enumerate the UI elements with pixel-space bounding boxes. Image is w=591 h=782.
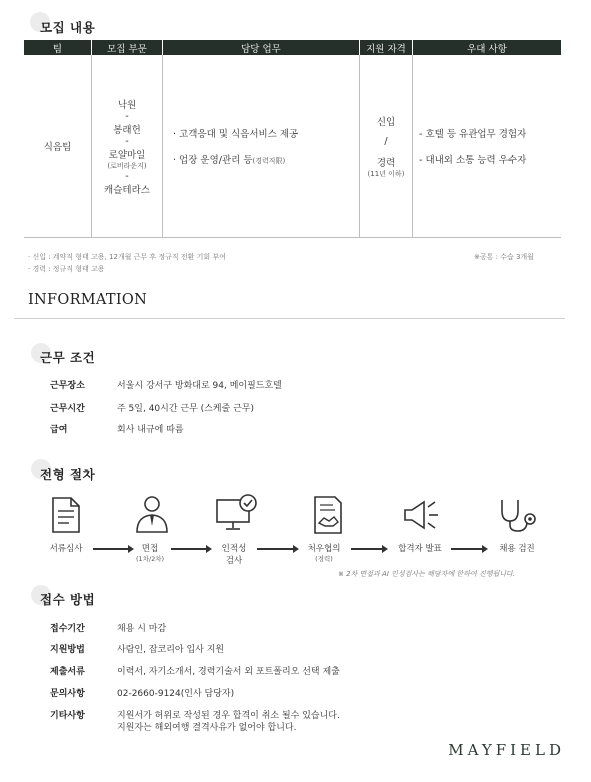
apply-value: 지원자는 해외여행 결격사유가 없어야 합니다. [117, 723, 297, 733]
qual-item: 경력 [376, 157, 396, 169]
pref-item: - 대내외 소통 능력 우수자 [419, 155, 527, 166]
condition-label: 근무장소 [50, 381, 85, 391]
document-icon [51, 496, 81, 534]
condition-value: 주 5일, 40시간 근무 (스케줄 근무) [117, 404, 255, 414]
condition-value: 회사 내규에 따름 [117, 425, 184, 435]
process-note: ※ 2차 면접과 AI 인성검사는 해당자에 한하여 진행됩니다. [338, 570, 515, 578]
step-label: 면접 (1차/2차) [135, 544, 165, 563]
apply-value: 채용 시 마감 [117, 624, 167, 634]
duty-cell [163, 55, 360, 238]
condition-value: 서울시 강서구 방화대로 94, 메이필드호텔 [117, 381, 282, 391]
stethoscope-icon [496, 497, 542, 533]
apply-title: 접수 방법 [40, 592, 96, 607]
header-position: 모집 부문 [92, 40, 163, 55]
apply-label: 제출서류 [50, 667, 85, 677]
qual-item: 신입 [376, 116, 396, 128]
header-qualification: 지원 자격 [360, 40, 413, 55]
apply-value: 02-2660-9124(인사 담당자) [117, 689, 235, 699]
duty-note: (경력직限) [252, 157, 286, 165]
qualification-cell [360, 55, 413, 238]
position-item: 로얄마일 [108, 149, 146, 161]
step-label: 합격자 발표 [398, 544, 442, 554]
arrow-icon [351, 548, 383, 550]
contract-handshake-icon [313, 495, 345, 535]
position-item: 봉래헌 [113, 124, 141, 136]
arrow-icon [451, 548, 483, 550]
apply-label: 접수기간 [50, 624, 85, 634]
duty-item: · 업장 운영/관리 등(경력직限) [173, 155, 286, 166]
condition-label: 근무시간 [50, 404, 85, 414]
megaphone-icon [402, 497, 442, 533]
recruit-title: 모집 내용 [40, 20, 96, 35]
position-item: 캐슬테라스 [104, 184, 150, 196]
position-sep: - [125, 110, 129, 122]
apply-value: 지원서가 허위로 작성된 경우 합격이 취소 될수 있습니다. [117, 711, 340, 721]
position-cell [92, 55, 163, 238]
duty-item: · 고객응대 및 식음서비스 제공 [173, 129, 299, 140]
apply-label: 기타사항 [50, 711, 85, 721]
step-label: 채용 검진 [499, 544, 535, 554]
divider [14, 318, 565, 319]
interviewer-icon [132, 494, 172, 534]
step-label: 인적성 검사 [221, 544, 247, 566]
header-preference: 우대 사항 [413, 40, 562, 55]
step-label: 서류심사 [49, 544, 83, 554]
apply-value: 이력서, 자기소개서, 경력기술서 외 포트폴리오 선택 제출 [117, 667, 340, 677]
team-cell: 식음팀 [24, 55, 92, 238]
process-title: 전형 절차 [40, 467, 96, 482]
position-item: 낙원 [117, 99, 137, 111]
step-label: 처우협의 (경력) [307, 544, 341, 563]
header-team: 팀 [24, 40, 92, 55]
position-sep: - [125, 135, 129, 147]
pref-item: - 호텔 등 유관업무 경험자 [419, 129, 527, 140]
common-note: ※공통 : 수습 3개월 [474, 253, 534, 261]
info-title: INFORMATION [28, 292, 148, 308]
qual-sep: / [384, 135, 388, 147]
position-sep: - [125, 170, 129, 182]
computer-check-icon [214, 494, 260, 534]
apply-label: 문의사항 [50, 689, 85, 699]
header-duty: 담당 업무 [163, 40, 360, 55]
position-sub: (로비라운지) [107, 161, 147, 170]
conditions-title: 근무 조건 [40, 350, 96, 365]
apply-value: 사람인, 잡코리아 입사 지원 [117, 645, 225, 655]
condition-label: 급여 [50, 425, 68, 435]
apply-label: 지원방법 [50, 645, 85, 655]
preference-cell [413, 55, 562, 238]
recruit-note: · 신입 : 계약직 형태 고용, 12개월 근무 후 정규직 전환 기회 부여 [28, 253, 226, 261]
recruit-table [24, 40, 561, 238]
recruit-note: · 경력 : 정규직 형태 고용 [28, 265, 105, 273]
brand-logo: MAYFIELD [448, 741, 565, 759]
qual-note: (11년 이하) [367, 169, 405, 178]
